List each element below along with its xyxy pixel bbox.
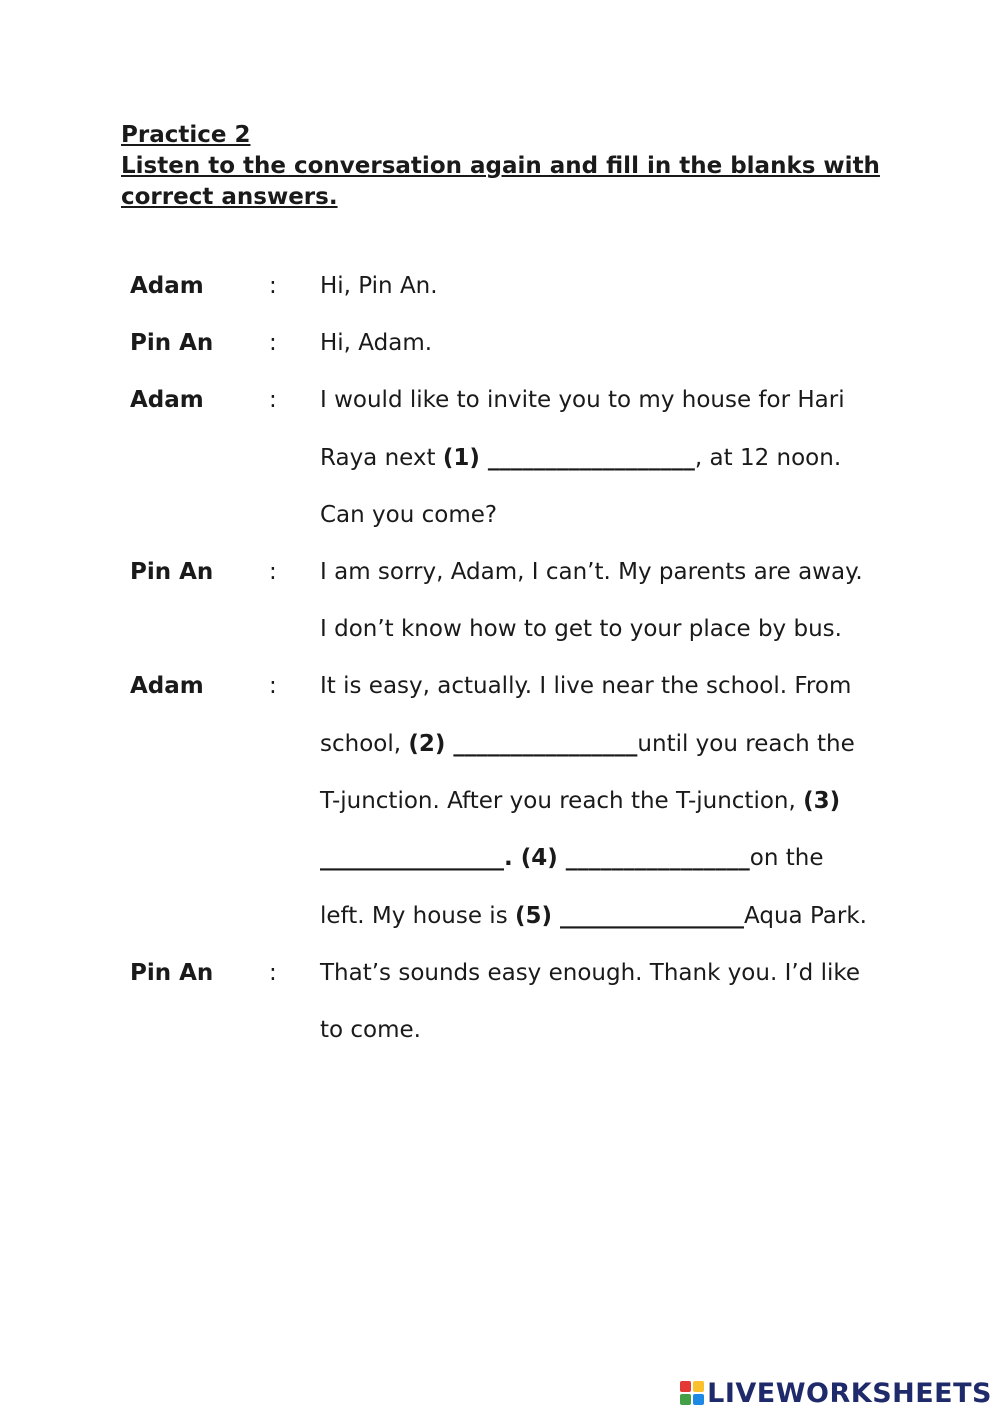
dialogue-text	[320, 438, 841, 478]
speaker-colon: :	[269, 673, 277, 699]
speaker-colon: :	[269, 559, 277, 585]
dialogue-text: Hi, Adam.	[320, 330, 433, 356]
dialogue-text: That’s sounds easy enough. Thank you. I’d like	[320, 960, 861, 986]
dialogue-text	[320, 838, 824, 878]
text-segment: T-junction. After you reach the T-junction,	[320, 788, 804, 814]
blank-number-2: (2)	[408, 731, 446, 757]
answer-blank-4[interactable]: ________________	[557, 845, 750, 871]
answer-blank-2[interactable]: ________________	[445, 731, 638, 757]
answer-blank-1[interactable]: __________________	[479, 445, 695, 471]
speaker-name: Adam	[130, 387, 204, 413]
dialogue-line	[0, 380, 1000, 420]
answer-blank-3[interactable]: ________________.	[320, 845, 521, 871]
speaker-colon: :	[269, 273, 277, 299]
text-segment: on the	[749, 845, 824, 871]
dialogue-line	[0, 724, 1000, 764]
dialogue-line	[0, 323, 1000, 363]
text-segment: , at 12 noon.	[694, 445, 842, 471]
dialogue-line	[0, 438, 1000, 478]
liveworksheets-logo-icon	[680, 1381, 704, 1405]
dialogue-line	[0, 266, 1000, 306]
dialogue-line	[0, 609, 1000, 649]
blank-number-1: (1)	[442, 445, 480, 471]
worksheet-header	[121, 120, 901, 213]
dialogue-line	[0, 552, 1000, 592]
speaker-colon: :	[269, 330, 277, 356]
speaker-name: Pin An	[130, 960, 214, 986]
blank-number-4: (4)	[520, 845, 558, 871]
dialogue-line	[0, 953, 1000, 993]
text-segment: Raya next	[320, 445, 443, 471]
dialogue-text: I am sorry, Adam, I can’t. My parents are away.	[320, 559, 863, 585]
text-segment: until you reach the	[637, 731, 855, 757]
answer-blank-5[interactable]: ________________	[552, 903, 745, 929]
text-segment: school,	[320, 731, 409, 757]
dialogue-text: It is easy, actually. I live near the school. From	[320, 673, 852, 699]
dialogue-line	[0, 838, 1000, 878]
speaker-name: Pin An	[130, 559, 214, 585]
dialogue-text	[320, 724, 855, 764]
dialogue-text: I would like to invite you to my house for Hari	[320, 387, 845, 413]
speaker-name: Adam	[130, 273, 204, 299]
dialogue-text: Can you come?	[320, 502, 498, 528]
dialogue-line	[0, 495, 1000, 535]
blank-number-5: (5)	[515, 903, 553, 929]
liveworksheets-footer	[680, 1376, 992, 1410]
dialogue-line	[0, 666, 1000, 706]
instruction-line-2: correct answers.	[121, 184, 338, 210]
text-segment: left. My house is	[320, 903, 515, 929]
dialogue-line	[0, 781, 1000, 821]
dialogue-text	[320, 781, 840, 821]
speaker-colon: :	[269, 960, 277, 986]
speaker-name: Adam	[130, 673, 204, 699]
dialogue-line	[0, 896, 1000, 936]
page-title: Practice 2	[121, 122, 251, 148]
dialogue-text	[320, 896, 867, 936]
brand-name: LIVEWORKSHEETS	[707, 1377, 992, 1409]
dialogue-text: to come.	[320, 1017, 421, 1043]
speaker-name: Pin An	[130, 330, 214, 356]
dialogue-line	[0, 1010, 1000, 1050]
blank-number-3: (3)	[803, 788, 841, 814]
dialogue-text: Hi, Pin An.	[320, 273, 438, 299]
instruction-line-1: Listen to the conversation again and fill in the blanks with	[121, 153, 880, 179]
dialogue-text: I don’t know how to get to your place by bus.	[320, 616, 842, 642]
speaker-colon: :	[269, 387, 277, 413]
text-segment: Aqua Park.	[744, 903, 867, 929]
